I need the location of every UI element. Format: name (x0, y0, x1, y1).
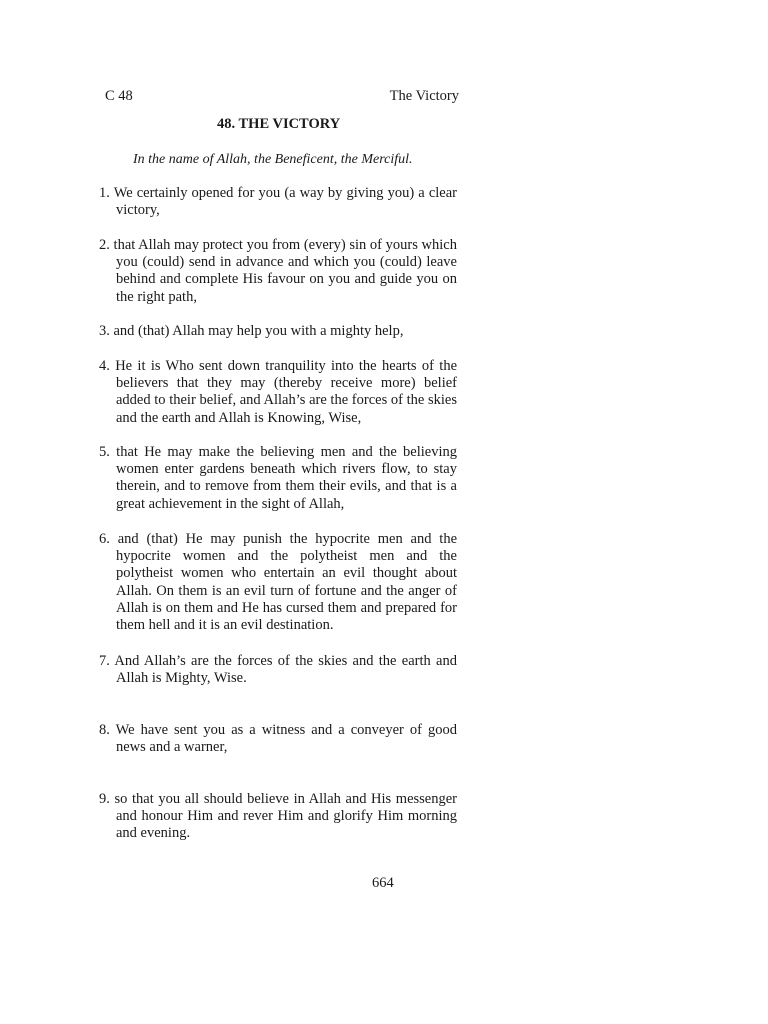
verse-4 (99, 358, 457, 427)
chapter-title: 48. THE VICTORY (217, 116, 341, 132)
verse-number: 7. (99, 653, 110, 669)
verse-3 (99, 323, 457, 340)
verse-text: And Allah’s are the forces of the skies and the earth and Allah is Mighty, Wise. (114, 653, 457, 687)
verse-text: that He may make the believing men and the believing women enter gardens beneath which rivers flow, to stay therein, and to remove from them their evils, and that is a great achievement in the sight of Allah, (116, 444, 458, 512)
verse-9 (99, 791, 457, 843)
page-number: 664 (372, 875, 394, 891)
verse-text: We have sent you as a witness and a conveyer of good news and a warner, (115, 722, 457, 756)
verse-number: 3. (99, 323, 110, 339)
verse-number: 4. (99, 358, 110, 374)
verse-5 (99, 444, 457, 513)
verse-text: that Allah may protect you from (every) sin of yours which you (could) send in advance and which you (could) leave behind and complete His favour on you and guide you on the right path, (113, 237, 457, 305)
verse-2 (99, 237, 457, 306)
verse-number: 8. (99, 722, 110, 738)
verse-text: so that you all should believe in Allah and His messenger and honour Him and rever Him and glorify Him morning and evening. (114, 791, 458, 842)
verse-number: 9. (99, 791, 110, 807)
verse-number: 1. (99, 185, 110, 201)
chapter-code: C 48 (105, 88, 133, 104)
verse-7 (99, 653, 457, 687)
verse-text: He it is Who sent down tranquility into the hearts of the believers that they may (thereby receive more) belief added to their belief, and Allah’s are the forces of the skies and the earth and Allah is Knowing, Wise, (115, 358, 458, 426)
verse-text: and (that) He may punish the hypocrite men and the hypocrite women and the polytheist men and the polytheist women who entertain an evil thought about Allah. On them is an evil turn of fortune and the anger of Allah is on them and He has cursed them and prepared for them hell and it is an evil destination. (116, 531, 458, 634)
verse-6 (99, 531, 457, 634)
invocation: In the name of Allah, the Beneficent, the Merciful. (133, 152, 413, 167)
verse-1 (99, 185, 457, 219)
verse-number: 5. (99, 444, 110, 460)
verse-8 (99, 722, 457, 756)
verse-number: 2. (99, 237, 110, 253)
verse-text: We certainly opened for you (a way by giving you) a clear victory, (113, 185, 457, 219)
verse-number: 6. (99, 531, 110, 547)
running-title: The Victory (389, 88, 459, 104)
verse-text: and (that) Allah may help you with a mighty help, (113, 323, 404, 339)
